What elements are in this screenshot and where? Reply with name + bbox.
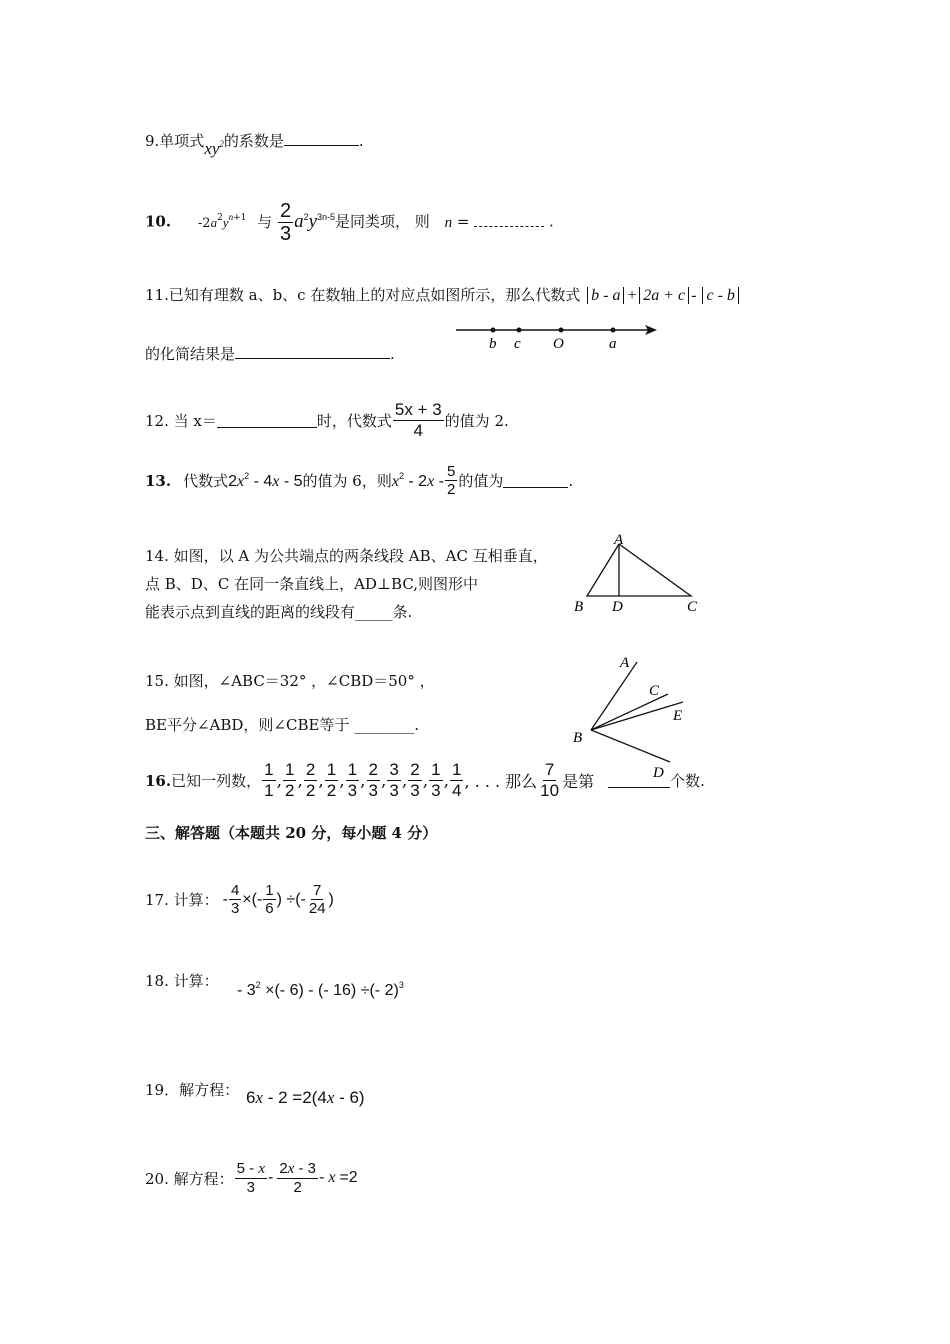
question-14-line1: 14. 如图，以 A 为公共端点的两条线段 AB、AC 互相垂直， bbox=[145, 547, 548, 565]
q9-suffix: 的系数是 bbox=[223, 132, 284, 150]
question-9 bbox=[145, 130, 364, 158]
q19-equation: 6x - 2 =2(4x - 6) bbox=[246, 1088, 365, 1107]
sequence-fraction: $\frac{3}{3}$ bbox=[389, 760, 399, 800]
q10-text: 是同类项， 则 bbox=[335, 212, 430, 231]
q10-number: 10. bbox=[145, 212, 172, 231]
sequence-fraction: $\frac{2}{3}$ bbox=[410, 760, 420, 800]
label-C: C bbox=[649, 683, 660, 699]
sequence-comma: , bbox=[380, 770, 387, 791]
label-A: A bbox=[614, 532, 624, 548]
point-c bbox=[517, 328, 522, 333]
q13-answer-blank[interactable] bbox=[503, 473, 568, 488]
q13-period: . bbox=[568, 471, 574, 490]
point-a bbox=[611, 328, 616, 333]
q10-term2: $a^2y^{3n-5}$ bbox=[294, 210, 336, 232]
q13-mid: 的值为 6，则 bbox=[302, 472, 392, 490]
q13-prefix: 代数式 bbox=[183, 472, 229, 490]
q9-period: . bbox=[358, 132, 364, 150]
question-14-line3: 能表示点到直线的距离的线段有_____条. bbox=[145, 603, 413, 621]
sequence-fraction: $\frac{1}{1}$ bbox=[264, 760, 274, 800]
q16-suffix: 个数. bbox=[670, 772, 705, 790]
question-11-line2 bbox=[145, 343, 395, 364]
triangle-figure bbox=[565, 528, 715, 618]
q12-suffix: 的值为 2. bbox=[444, 412, 509, 430]
label-o: O bbox=[553, 336, 564, 352]
q11-answer-blank[interactable] bbox=[235, 344, 390, 359]
q10-answer-blank[interactable] bbox=[474, 212, 544, 227]
label-D: D bbox=[612, 599, 623, 615]
question-19-label: 19．解方程： bbox=[145, 1081, 240, 1099]
sequence-fraction: $\frac{1}{4}$ bbox=[452, 760, 462, 800]
label-B: B bbox=[574, 599, 584, 615]
q16-answer-blank[interactable] bbox=[608, 773, 670, 788]
question-13 bbox=[145, 463, 573, 498]
section-3-title: 三、解答题（本题共 20 分，每小题 4 分） bbox=[145, 824, 438, 842]
question-11-line1 bbox=[145, 284, 741, 305]
q13-expr2: $x^2 - 2x$ - bbox=[391, 470, 444, 490]
q16-prefix: 已知一列数， bbox=[171, 772, 262, 790]
q9-answer-blank[interactable] bbox=[284, 131, 359, 146]
question-17 bbox=[145, 882, 334, 917]
q16-mid: 是第 bbox=[562, 772, 595, 791]
q12-mid: 时，代数式 bbox=[316, 412, 392, 430]
question-20 bbox=[145, 1160, 358, 1196]
question-12 bbox=[145, 400, 509, 441]
question-14-line2: 点 B、D、C 在同一条直线上，AD⊥BC,则图形中 bbox=[145, 575, 479, 593]
sequence-comma: , bbox=[422, 770, 429, 791]
label-a: a bbox=[609, 336, 617, 352]
label-c: c bbox=[514, 336, 521, 352]
q12-prefix: 12. 当 x＝ bbox=[145, 412, 217, 430]
q16-number: 16. bbox=[145, 771, 172, 790]
q11-period: . bbox=[390, 345, 395, 363]
point-b bbox=[491, 328, 496, 333]
q10-with: 与 bbox=[257, 212, 273, 231]
number-line-figure bbox=[452, 318, 667, 353]
q12-fraction: $\frac{5x + 3}{4}$ bbox=[394, 400, 442, 440]
label-C: C bbox=[687, 599, 698, 615]
sequence-comma: , bbox=[339, 770, 345, 791]
sequence-comma: , bbox=[276, 770, 282, 791]
sequence-fraction: $\frac{1}{2}$ bbox=[285, 760, 295, 800]
q11-prefix: 11.已知有理数 a、b、c 在数轴上的对应点如图所示，那么代数式 bbox=[145, 286, 581, 304]
q16-dots: , . . . 那么 bbox=[464, 772, 538, 791]
q9-monomial: $xy^2$ bbox=[204, 139, 224, 158]
q18-expression: - $3^2$ ×(- 6) - (- 16) ÷(- 2)$^3$ bbox=[237, 980, 404, 999]
q16-sequence bbox=[261, 760, 464, 801]
q11-suffix: 的化简结果是 bbox=[145, 345, 236, 363]
q13-suffix: 的值为 bbox=[458, 472, 504, 490]
question-16 bbox=[145, 760, 705, 801]
q10-coef-fraction: $\frac{2}{3}$ bbox=[279, 200, 292, 245]
q10-period: . bbox=[549, 212, 554, 231]
label-b: b bbox=[489, 336, 497, 352]
sequence-comma: , bbox=[318, 770, 324, 791]
sequence-fraction: $\frac{2}{3}$ bbox=[368, 760, 378, 800]
q12-answer-blank[interactable] bbox=[217, 413, 317, 428]
q10-term1: $-2a^2y^{n+1}$ bbox=[197, 211, 247, 231]
q11-expression: b - a + 2a + c - c - b bbox=[585, 287, 741, 304]
q9-prefix: 9.单项式 bbox=[145, 132, 205, 150]
q20-equation: $\frac{5 - x}{3}$ - $\frac{2x - 3}{2}$ - x =2 bbox=[236, 1160, 358, 1196]
sequence-fraction: $\frac{1}{2}$ bbox=[326, 760, 337, 800]
question-18-label: 18. 计算： bbox=[145, 972, 219, 990]
q20-label: 20. 解方程： bbox=[145, 1169, 234, 1188]
q13-fraction: $\frac{5}{2}$ bbox=[446, 463, 456, 498]
q17-expression: - $\frac{4}{3}$ ×(- $\frac{1}{6}$ ) ÷(- $\frac{7}{24}$ ) bbox=[222, 882, 334, 917]
q13-expr1: $2x^2 - 4x - 5$ bbox=[228, 470, 303, 490]
question-15-line2: BE平分∠ABD，则∠CBE等于 ________. bbox=[145, 716, 419, 734]
label-E: E bbox=[673, 708, 683, 724]
question-10 bbox=[145, 200, 554, 245]
question-15-line1: 15. 如图，∠ABC＝32° ，∠CBD＝50° ， bbox=[145, 672, 435, 690]
label-A: A bbox=[620, 655, 630, 671]
point-o bbox=[559, 328, 564, 333]
q16-target-fraction: $\frac{7}{10}$ bbox=[540, 760, 560, 800]
q13-number: 13. bbox=[145, 471, 172, 490]
sequence-comma: , bbox=[443, 770, 449, 791]
sequence-comma: , bbox=[401, 770, 408, 791]
label-B: B bbox=[573, 730, 583, 746]
sequence-comma: , bbox=[360, 770, 366, 791]
sequence-fraction: $\frac{1}{3}$ bbox=[347, 760, 358, 800]
sequence-fraction: $\frac{2}{2}$ bbox=[305, 760, 316, 800]
sequence-fraction: $\frac{1}{3}$ bbox=[431, 760, 441, 800]
sequence-comma: , bbox=[297, 770, 303, 791]
label-D: D bbox=[653, 765, 664, 781]
q17-label: 17. 计算： bbox=[145, 891, 219, 909]
q10-equals: = bbox=[456, 212, 470, 231]
q10-var-n: n bbox=[444, 214, 453, 231]
